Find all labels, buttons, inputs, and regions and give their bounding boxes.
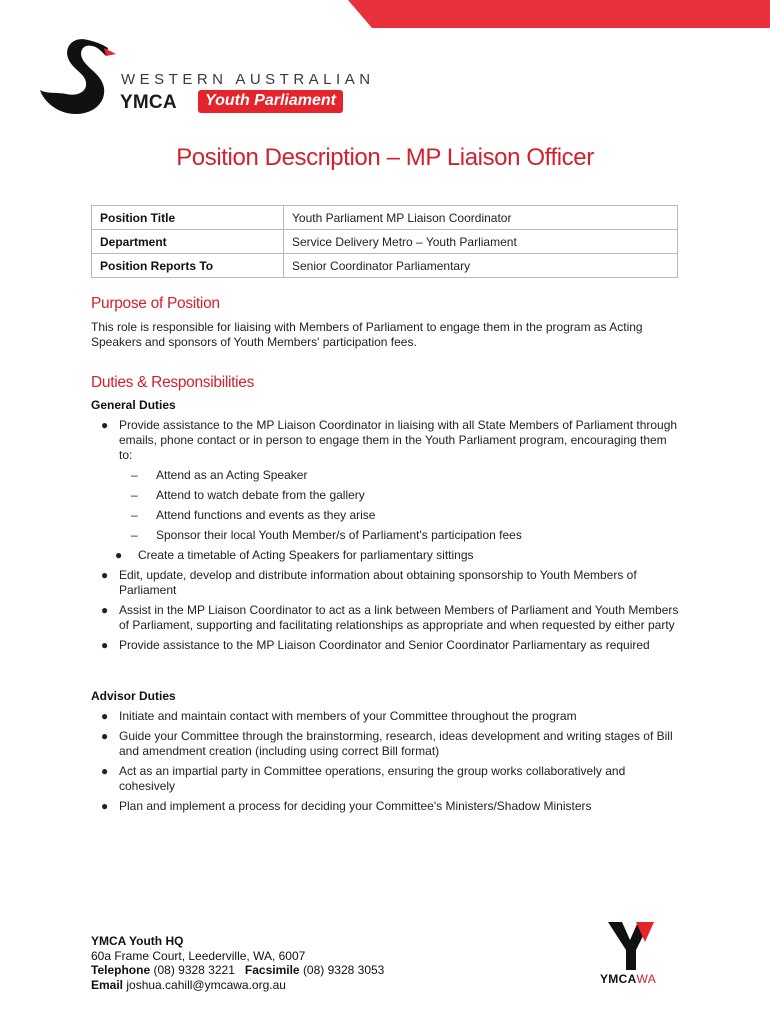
list-item-text: Edit, update, develop and distribute information about obtaining sponsorship to Youth Members of Parliament xyxy=(119,568,637,597)
page-title: Position Description – MP Liaison Officer xyxy=(176,144,594,171)
sub-list-item xyxy=(119,528,681,543)
bullet-icon: ● xyxy=(101,638,109,652)
footer-email-label: Email xyxy=(91,977,124,992)
sub-list-item-text: Attend as an Acting Speaker xyxy=(156,468,308,482)
footer-tel-label: Telephone xyxy=(91,963,151,977)
bullet-icon: ● xyxy=(101,799,109,813)
general-duties-heading: General Duties xyxy=(91,398,176,412)
list-item-text: Plan and implement a process for deciding your Committee's Ministers/Shadow Ministers xyxy=(119,799,592,813)
dash-icon: – xyxy=(131,528,138,542)
sub-list-item-text: Attend functions and events as they arise xyxy=(156,508,376,522)
dash-icon: – xyxy=(131,468,138,482)
position-info-table xyxy=(91,205,678,278)
list-item xyxy=(91,568,681,598)
bullet-icon: ● xyxy=(101,729,109,743)
header-red-band xyxy=(348,0,770,28)
list-item-text: Provide assistance to the MP Liaison Coordinator in liaising with all State Members of Parliament through emails, phone contact or in person to engage them in the Youth Parliament program, encouraging them to: xyxy=(119,418,678,462)
black-swan-icon xyxy=(36,34,120,118)
advisor-duties-heading: Advisor Duties xyxy=(91,689,176,703)
sub-list-item-text: Attend to watch debate from the gallery xyxy=(156,488,365,502)
sub-list-item xyxy=(119,468,681,483)
ymca-wa-wordmark xyxy=(600,972,656,986)
list-item xyxy=(91,548,681,563)
footer-fax: (08) 9328 3053 xyxy=(302,963,385,977)
encourage-sublist xyxy=(119,468,681,543)
list-item xyxy=(91,709,681,724)
table-row xyxy=(92,254,678,278)
list-item xyxy=(91,764,681,794)
dash-icon: – xyxy=(131,488,138,502)
bullet-icon: ● xyxy=(101,603,109,617)
ymca-wa-wa: WA xyxy=(636,972,657,986)
table-value: Senior Coordinator Parliamentary xyxy=(284,254,678,278)
list-item xyxy=(91,799,681,814)
sub-list-item-text: Sponsor their local Youth Member/s of Parliament's participation fees xyxy=(156,528,522,542)
footer-address: 60a Frame Court, Leederville, WA, 6007 xyxy=(91,948,306,963)
list-item xyxy=(91,603,681,633)
table-value: Service Delivery Metro – Youth Parliament xyxy=(284,230,678,254)
list-item-text: Act as an impartial party in Committee operations, ensuring the group works collaboratively and cohesively xyxy=(119,764,626,793)
footer-fax-label: Facsimile xyxy=(244,963,300,977)
sub-list-item xyxy=(119,508,681,523)
dash-icon: – xyxy=(131,508,138,522)
logo-western-australian: WESTERN AUSTRALIAN xyxy=(121,71,375,88)
footer-tel: (08) 9328 3221 xyxy=(153,963,235,977)
table-key: Department xyxy=(92,230,284,254)
logo-ymca: YMCA xyxy=(120,92,177,113)
footer-contact xyxy=(91,934,384,992)
bullet-icon: ● xyxy=(101,418,109,432)
table-row xyxy=(92,206,678,230)
footer-email-link[interactable]: joshua.cahill@ymcawa.org.au xyxy=(126,977,286,992)
purpose-heading: Purpose of Position xyxy=(91,295,220,312)
list-item-text: Create a timetable of Acting Speakers for parliamentary sittings xyxy=(138,548,474,562)
list-item xyxy=(91,729,681,759)
table-value: Youth Parliament MP Liaison Coordinator xyxy=(284,206,678,230)
youth-parliament-logo xyxy=(36,34,376,126)
bullet-icon: ● xyxy=(101,709,109,723)
table-key: Position Reports To xyxy=(92,254,284,278)
sub-list-item xyxy=(119,488,681,503)
list-item-text: Guide your Committee through the brainstorming, research, ideas development and writing stages of Bill and amendment creation (including using correct Bill format) xyxy=(119,729,673,758)
general-duties-list xyxy=(91,418,681,658)
ymca-wa-ymca: YMCA xyxy=(600,972,637,986)
list-item-text: Assist in the MP Liaison Coordinator to act as a link between Members of Parliament and Youth Members of Parliament, supporting and facilitating relationships as appropriate and when requested by either party xyxy=(119,603,679,632)
list-item-text: Initiate and maintain contact with members of your Committee throughout the program xyxy=(119,709,577,723)
table-key: Position Title xyxy=(92,206,284,230)
list-item xyxy=(91,418,681,543)
purpose-text: This role is responsible for liaising with Members of Parliament to engage them in the program as Acting Speakers and sponsors of Youth Members' participation fees. xyxy=(91,320,643,349)
table-row xyxy=(92,230,678,254)
bullet-icon: ● xyxy=(101,568,109,582)
advisor-duties-list xyxy=(91,709,681,819)
list-item xyxy=(91,638,681,653)
footer-org: YMCA Youth HQ xyxy=(91,934,184,948)
bullet-icon: ● xyxy=(115,548,123,562)
duties-heading: Duties & Responsibilities xyxy=(91,374,255,391)
bullet-icon: ● xyxy=(101,764,109,778)
logo-youth-parliament: Youth Parliament xyxy=(198,90,343,113)
list-item-text: Provide assistance to the MP Liaison Coordinator and Senior Coordinator Parliamentary as required xyxy=(119,638,650,652)
